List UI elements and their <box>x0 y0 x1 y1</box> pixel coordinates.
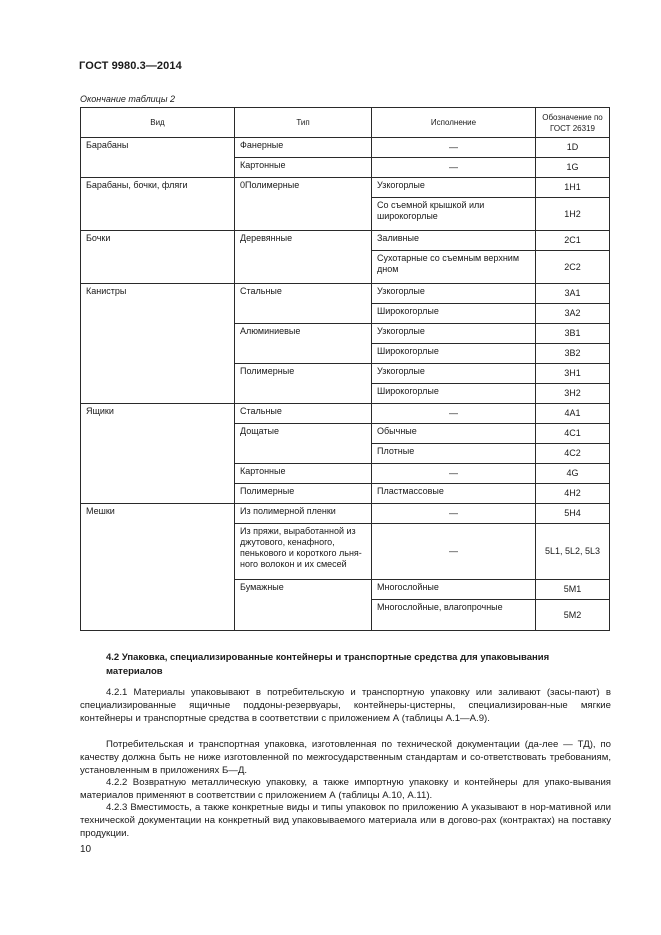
cell-ispolnenie: Широкогорлые <box>372 304 536 324</box>
cell-tip: Стальные <box>235 404 372 424</box>
cell-ispolnenie: Узкогорлые <box>372 324 536 344</box>
cell-code: 5H4 <box>536 504 610 524</box>
cell-vid: Мешки <box>81 504 235 631</box>
cell-code: 1H2 <box>536 198 610 231</box>
cell-ispolnenie: Заливные <box>372 231 536 251</box>
cell-tip: 0Полимерные <box>235 178 372 231</box>
paragraph-text: 4.2.3 Вместимость, а также конкретные виды и типы упаковок по приложению А указывают в нор-мативной или технической документации на конкретный вид упаковываемого материала или в догово-рах (контрактах) на поставку продукции. <box>80 802 611 840</box>
cell-ispolnenie: Узкогорлые <box>372 284 536 304</box>
cell-code: 1G <box>536 158 610 178</box>
cell-ispolnenie: Плотные <box>372 444 536 464</box>
cell-code: 2C1 <box>536 231 610 251</box>
cell-code: 4A1 <box>536 404 610 424</box>
cell-code: 4C2 <box>536 444 610 464</box>
paragraph-4-2-2 <box>80 776 611 802</box>
cell-code: 2C2 <box>536 251 610 284</box>
cell-code: 3H1 <box>536 364 610 384</box>
cell-code: 4G <box>536 464 610 484</box>
cell-code: 5M2 <box>536 600 610 631</box>
cell-ispolnenie: — <box>372 504 536 524</box>
cell-code: 1H1 <box>536 178 610 198</box>
cell-code: 3A1 <box>536 284 610 304</box>
table-caption: Окончание таблицы 2 <box>80 94 175 104</box>
cell-code: 4H2 <box>536 484 610 504</box>
cell-ispolnenie: Широкогорлые <box>372 384 536 404</box>
header-oboznachenie: Обозначение по ГОСТ 26319 <box>536 108 610 138</box>
cell-ispolnenie: Сухотарные со съемным верхним дном <box>372 251 536 284</box>
paragraph-td <box>80 738 611 778</box>
cell-ispolnenie: Широкогорлые <box>372 344 536 364</box>
header-tip: Тип <box>235 108 372 138</box>
table-header-row <box>81 108 610 138</box>
header-vid: Вид <box>81 108 235 138</box>
cell-tip: Полимерные <box>235 484 372 504</box>
cell-ispolnenie: — <box>372 138 536 158</box>
table-row <box>81 138 610 158</box>
cell-tip: Из пряжи, выработанной из джутового, кенафного, пенькового и короткого льня-ного волокон и их смесей <box>235 524 372 580</box>
paragraph-4-2-3 <box>80 801 611 841</box>
cell-ispolnenie: — <box>372 404 536 424</box>
cell-tip: Картонные <box>235 158 372 178</box>
cell-ispolnenie: Многослойные <box>372 580 536 600</box>
table-row <box>81 178 610 198</box>
table-row <box>81 404 610 424</box>
cell-code: 5M1 <box>536 580 610 600</box>
cell-ispolnenie: — <box>372 524 536 580</box>
paragraph-text: 4.2.1 Материалы упаковывают в потребительскую и транспортную упаковку или заливают (засы-пают) в специализированные ящичные поддоны-резервуары, контейнеры-цистерны, специализирован-ные мягкие контейнеры и транспортные средства в соответствии с приложением А (таблицы А.1—А.9). <box>80 687 611 725</box>
cell-code: 1D <box>536 138 610 158</box>
cell-tip: Деревянные <box>235 231 372 284</box>
table-row <box>81 284 610 304</box>
table-row <box>81 231 610 251</box>
cell-ispolnenie: Пластмассовые <box>372 484 536 504</box>
cell-tip: Стальные <box>235 284 372 324</box>
cell-ispolnenie: Обычные <box>372 424 536 444</box>
cell-tip: Фанерные <box>235 138 372 158</box>
paragraph-text: 4.2.2 Возвратную металлическую упаковку, а также импортную упаковку и контейнеры для упако-вывания материалов применяют в соответствии с приложением А (таблицы А.10, А.11). <box>80 777 611 802</box>
header-ispolnenie: Исполнение <box>372 108 536 138</box>
cell-tip: Алюминиевые <box>235 324 372 364</box>
cell-code: 4C1 <box>536 424 610 444</box>
cell-tip: Картонные <box>235 464 372 484</box>
cell-ispolnenie: — <box>372 464 536 484</box>
cell-ispolnenie: Многослойные, влагопрочные <box>372 600 536 631</box>
page-number: 10 <box>80 844 92 855</box>
paragraph-4-2-1 <box>80 686 611 726</box>
cell-code: 3B1 <box>536 324 610 344</box>
cell-code: 3H2 <box>536 384 610 404</box>
cell-ispolnenie: Узкогорлые <box>372 364 536 384</box>
cell-tip: Полимерные <box>235 364 372 404</box>
paragraph-text: Потребительская и транспортная упаковка, изготовленная по технической документации (да-лее — ТД), по качеству должна быть не ниже изготовленной по межгосударственным стандартам и со-ответствовать требованиям, установленным в приложениях Б—Д. <box>80 739 611 777</box>
cell-code: 3B2 <box>536 344 610 364</box>
cell-vid: Канистры <box>81 284 235 404</box>
cell-vid: Барабаны, бочки, фляги <box>81 178 235 231</box>
cell-code: 5L1, 5L2, 5L3 <box>536 524 610 580</box>
cell-tip: Из полимерной пленки <box>235 504 372 524</box>
document-header: ГОСТ 9980.3—2014 <box>79 60 182 72</box>
cell-code: 3A2 <box>536 304 610 324</box>
table-row <box>81 504 610 524</box>
cell-ispolnenie: Со съемной крышкой или широкогорлые <box>372 198 536 231</box>
section-title: 4.2 Упаковка, специализированные контейнеры и транспортные средства для упаковывания материалов <box>106 652 550 677</box>
cell-tip: Бумажные <box>235 580 372 631</box>
cell-tip: Дощатые <box>235 424 372 464</box>
packaging-table <box>80 107 610 631</box>
cell-ispolnenie: — <box>372 158 536 178</box>
cell-vid: Ящики <box>81 404 235 504</box>
cell-vid: Бочки <box>81 231 235 284</box>
cell-ispolnenie: Узкогорлые <box>372 178 536 198</box>
cell-vid: Барабаны <box>81 138 235 178</box>
